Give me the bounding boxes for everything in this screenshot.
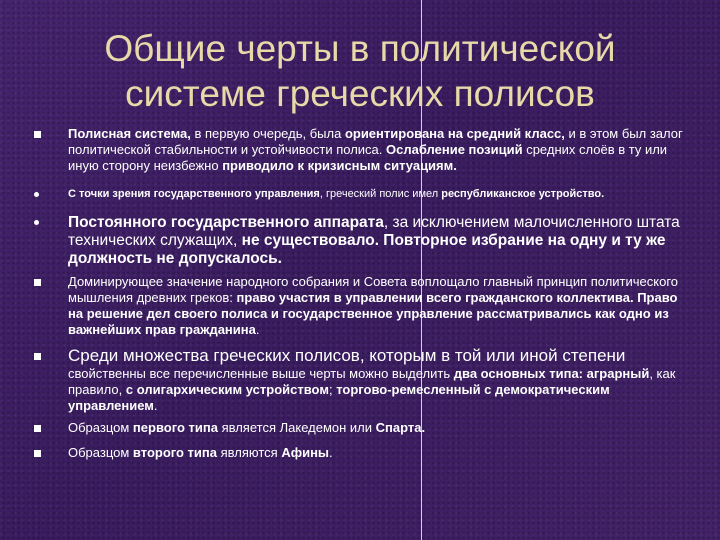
text-bold: право участия в управлении всего гражданского коллектива. Право на решение дел своего полиса и государственное управление рассматривались как одно из важнейших прав гражданина (68, 290, 678, 337)
bullet-item-assembly (34, 274, 686, 338)
bullet-item-government (34, 186, 686, 202)
text: , греческий полис имел (319, 188, 442, 200)
bullet-item-polis-system (34, 126, 686, 174)
text: . (329, 445, 333, 460)
title-line-1: Общие черты в политической (104, 28, 616, 69)
text-bold: первого типа (132, 420, 218, 435)
text-bold: С точки зрения государственного управления (68, 188, 320, 200)
text-bold: Афины (281, 445, 330, 460)
text-bold: Спарта. (375, 420, 426, 435)
text-bold: приводило к кризисным ситуациям. (222, 158, 457, 173)
text-bold: ориентирована на средний класс, (344, 126, 565, 141)
text-bold: не существовало. Повторное избрание на одну и ту же должность не допускалось. (68, 232, 666, 267)
text: Доминирующее значение народного собрания и Совета воплощало главный принцип политического мышления древних греков: (68, 274, 679, 305)
square-bullet-icon (34, 353, 41, 360)
slide-title (20, 26, 700, 116)
square-bullet-icon (34, 279, 41, 286)
text: ; (328, 382, 337, 397)
text-bold: Ослабление позиций (386, 142, 523, 157)
text: и в этом был залог политической стабильности и устойчивости полиса. (68, 126, 683, 157)
dot-bullet-icon (34, 192, 39, 197)
text: . (255, 322, 260, 337)
square-bullet-icon (34, 425, 41, 432)
text: средних слоёв в ту или иную сторону неизбежно (68, 142, 668, 173)
text-bold: с олигархическим устройством (125, 382, 329, 397)
text: Образцом (68, 445, 133, 460)
square-bullet-icon (34, 450, 41, 457)
text-bold: республиканское устройство. (441, 188, 605, 200)
dot-bullet-icon (34, 220, 39, 225)
text-bold: второго типа (132, 445, 217, 460)
square-bullet-icon (34, 131, 41, 138)
title-line-2: системе греческих полисов (125, 73, 595, 114)
text: , за исключением малочисленного штата технических служащих, (68, 214, 680, 249)
text-bold: два основных типа: аграрный (453, 366, 650, 381)
bullet-list (34, 126, 686, 461)
text: . (153, 398, 158, 413)
text: Образцом (68, 420, 133, 435)
bullet-item-apparatus (34, 214, 686, 268)
text-bold: Постоянного государственного аппарата (68, 214, 384, 231)
text: является Лакедемон или (217, 420, 376, 435)
text-bold: торгово-ремесленный с демократическим управлением (68, 382, 610, 413)
text: , как правило, (68, 366, 676, 397)
text: являются (217, 445, 282, 460)
bullet-item-first-type (34, 420, 686, 436)
bullet-item-second-type (34, 445, 686, 461)
text-large: Среди множества греческих полисов, которым в той или иной степени (68, 346, 626, 365)
text: свойственны все перечисленные выше черты можно выделить (68, 366, 454, 381)
text: в первую очередь, была (190, 126, 345, 141)
text-bold: Полисная система, (68, 126, 191, 141)
bullet-item-polis-types (34, 346, 686, 414)
